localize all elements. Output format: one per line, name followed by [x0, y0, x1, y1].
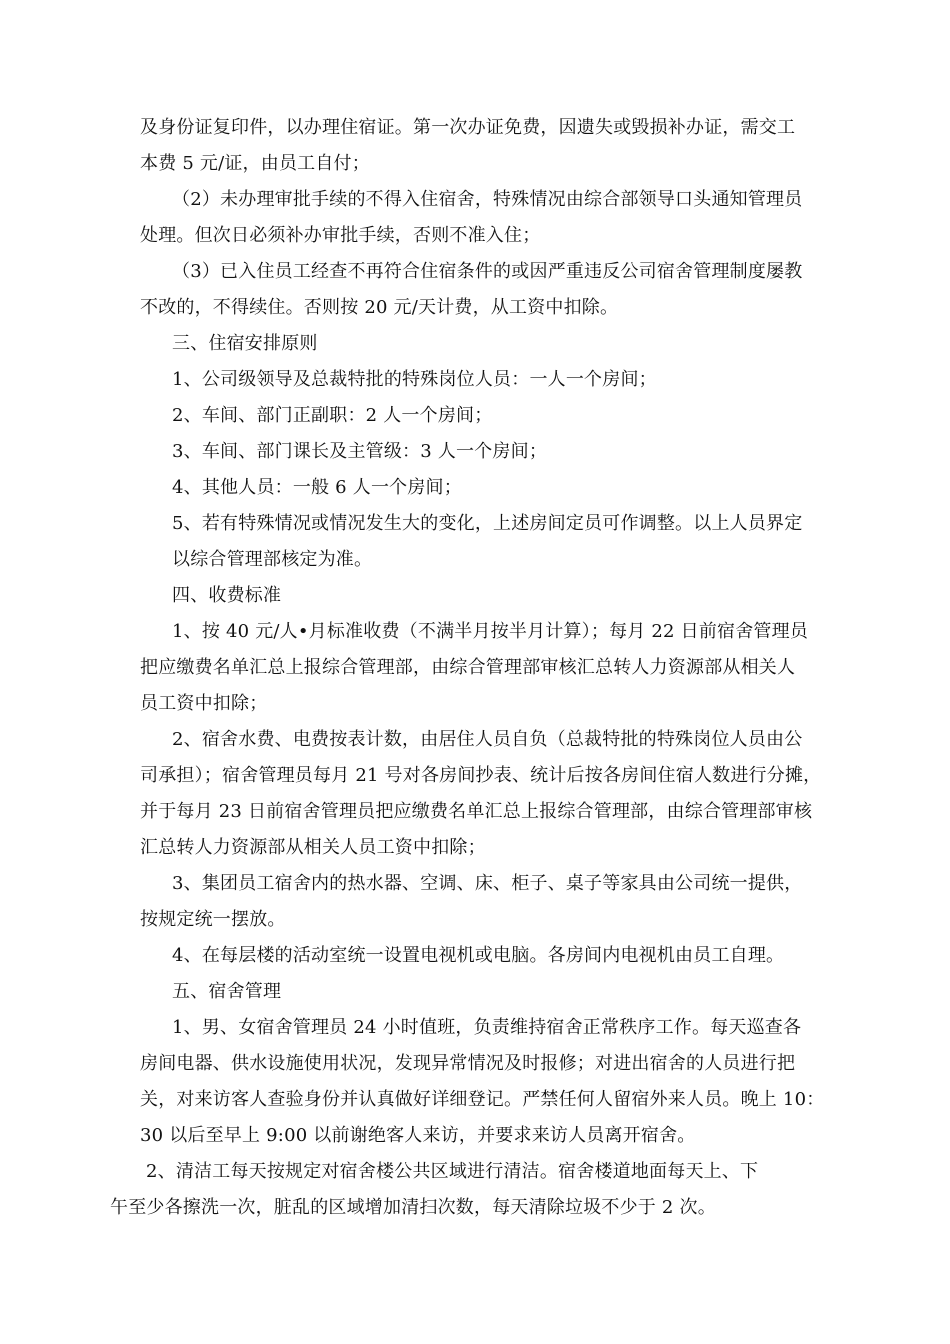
section-heading: 四、收费标准: [172, 585, 282, 606]
text-line: 关，对来访客人查验身份并认真做好详细登记。严禁任何人留宿外来人员。晚上 10：: [140, 1089, 825, 1110]
text-line: 房间电器、供水设施使用状况，发现异常情况及时报修；对进出宿舍的人员进行把: [140, 1053, 796, 1074]
text-line: 5、若有特殊情况或情况发生大的变化，上述房间定员可作调整。以上人员界定: [172, 513, 803, 534]
text-line: 午至少各擦洗一次，脏乱的区域增加清扫次数，每天清除垃圾不少于 2 次。: [110, 1197, 716, 1218]
text-line: 4、在每层楼的活动室统一设置电视机或电脑。各房间内电视机由员工自理。: [172, 945, 785, 966]
text-line: 1、男、女宿舍管理员 24 小时值班，负责维持宿舍正常秩序工作。每天巡查各: [172, 1017, 802, 1038]
text-line: 员工资中扣除；: [140, 693, 268, 714]
text-line: 3、集团员工宿舍内的热水器、空调、床、柜子、桌子等家具由公司统一提供，: [172, 873, 803, 894]
text-line: 以综合管理部核定为准。: [172, 549, 373, 570]
text-line: 把应缴费名单汇总上报综合管理部，由综合管理部审核汇总转人力资源部从相关人: [140, 657, 796, 678]
section-heading: 五、宿舍管理: [172, 981, 282, 1002]
text-line: 及身份证复印件，以办理住宿证。第一次办证免费，因遗失或毁损补办证，需交工: [140, 117, 796, 138]
text-line: 司承担）；宿舍管理员每月 21 号对各房间抄表、统计后按各房间住宿人数进行分摊，: [140, 765, 822, 786]
text-line: 汇总转人力资源部从相关人员工资中扣除；: [140, 837, 486, 858]
text-line: 并于每月 23 日前宿舍管理员把应缴费名单汇总上报综合管理部，由综合管理部审核: [140, 801, 813, 822]
text-line: 1、公司级领导及总裁特批的特殊岗位人员：一人一个房间；: [172, 369, 657, 390]
text-line: 3、车间、部门课长及主管级：3 人一个房间；: [172, 441, 548, 462]
section-heading: 三、住宿安排原则: [172, 333, 318, 354]
text-line: 1、按 40 元/人•月标准收费（不满半月按半月计算）；每月 22 日前宿舍管理员: [172, 621, 809, 642]
text-line: 不改的，不得续住。否则按 20 元/天计费，从工资中扣除。: [140, 297, 619, 318]
text-line: 2、清洁工每天按规定对宿舍楼公共区域进行清洁。宿舍楼道地面每天上、下: [146, 1161, 759, 1182]
text-line: （3）已入住员工经查不再符合住宿条件的或因严重违反公司宿舍管理制度屡教: [172, 261, 803, 282]
text-line: 本费 5 元/证，由员工自付；: [140, 153, 370, 174]
text-line: 30 以后至早上 9:00 以前谢绝客人来访，并要求来访人员离开宿舍。: [140, 1125, 696, 1146]
text-line: 2、宿舍水费、电费按表计数，由居住人员自负（总裁特批的特殊岗位人员由公: [172, 729, 803, 750]
text-line: 按规定统一摆放。: [140, 909, 286, 930]
text-line: （2）未办理审批手续的不得入住宿舍，特殊情况由综合部领导口头通知管理员: [172, 189, 803, 210]
text-line: 处理。但次日必须补办审批手续，否则不准入住；: [140, 225, 541, 246]
text-line: 4、其他人员：一般 6 人一个房间；: [172, 477, 462, 498]
text-line: 2、车间、部门正副职：2 人一个房间；: [172, 405, 493, 426]
